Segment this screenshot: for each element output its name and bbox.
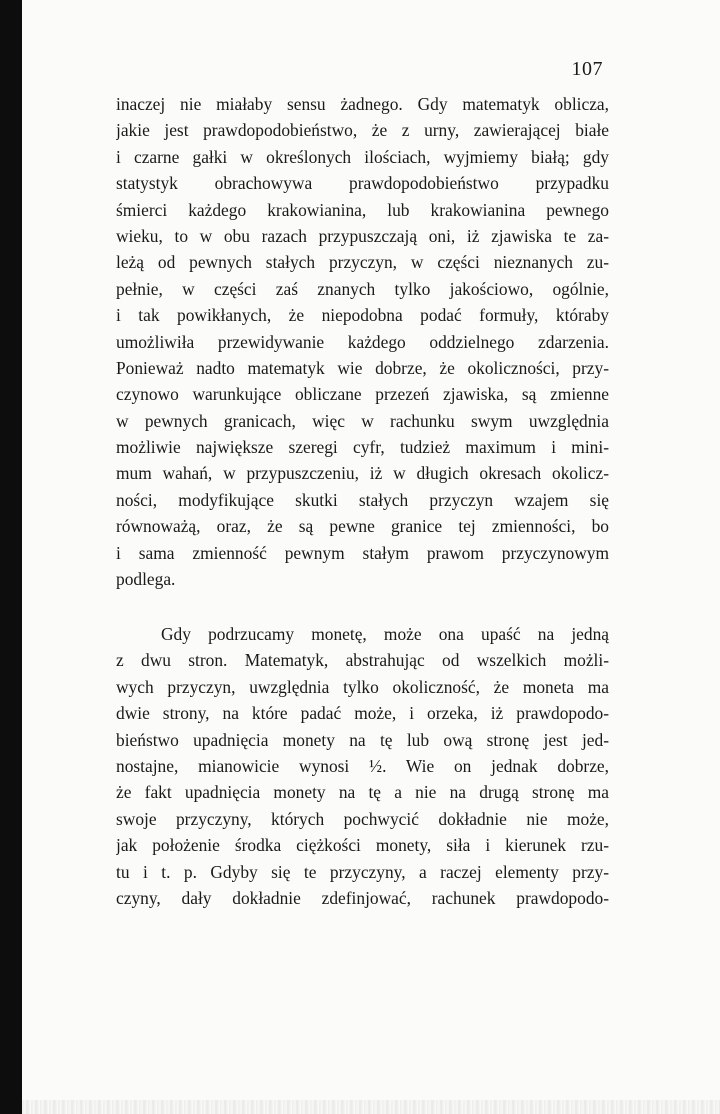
text-line: dwie strony, na które padać może, i orzeka, iż prawdopodo- bbox=[116, 703, 609, 724]
text-line: że fakt upadnięcia monety na tę a nie na drugą stronę ma bbox=[116, 782, 609, 803]
text-line: Gdy podrzucamy monetę, może ona upaść na jedną bbox=[161, 624, 609, 644]
text-line: Ponieważ nadto matematyk wie dobrze, że okoliczności, przy- bbox=[116, 357, 609, 378]
text-line: leżą od pewnych stałych przyczyn, w części nieznanych zu- bbox=[116, 252, 609, 273]
text-line: czynowo warunkujące obliczane przezeń zjawiska, są zmienne bbox=[116, 384, 609, 405]
text-line: wych przyczyn, uwzględnia tylko okoliczność, że moneta ma bbox=[116, 676, 609, 697]
text-line: bieństwo upadnięcia monety na tę lub ową stronę jest jed- bbox=[116, 729, 609, 750]
text-line: i sama zmienność pewnym stałym prawom przyczynowym bbox=[116, 542, 609, 563]
paragraph-2 bbox=[116, 621, 609, 911]
text-line: wieku, to w obu razach przypuszczają oni, iż zjawiska te za- bbox=[116, 225, 609, 246]
text-line: pełnie, w części zaś znanych tylko jakościowo, ogólnie, bbox=[116, 278, 609, 299]
paragraph-1 bbox=[116, 91, 609, 592]
page-number: 107 bbox=[571, 58, 603, 80]
text-line: i czarne gałki w określonych ilościach, wyjmiemy białą; gdy bbox=[116, 146, 609, 167]
text-line: swoje przyczyny, których pochwycić dokładnie nie może, bbox=[116, 808, 609, 829]
text-line: jak położenie środka ciężkości monety, siła i kierunek rzu- bbox=[116, 835, 609, 856]
text-line: w pewnych granicach, więc w rachunku swym uwzględnia bbox=[116, 410, 609, 431]
text-line: równoważą, oraz, że są pewne granice tej zmienności, bo bbox=[116, 516, 609, 537]
text-line: inaczej nie miałaby sensu żadnego. Gdy matematyk oblicza, bbox=[116, 94, 609, 114]
text-line: czyny, dały dokładnie zdefinjować, rachunek prawdopodo- bbox=[116, 887, 609, 908]
text-line: tu i t. p. Gdyby się te przyczyny, a raczej elementy przy- bbox=[116, 861, 609, 882]
scan-edge-noise bbox=[22, 1100, 720, 1114]
text-line: z dwu stron. Matematyk, abstrahując od wszelkich możli- bbox=[116, 650, 609, 671]
text-line: mum wahań, w przypuszczeniu, iż w długich okresach okolicz- bbox=[116, 463, 609, 484]
text-line: możliwie największe szeregi cyfr, tudzież maximum i mini- bbox=[116, 437, 609, 458]
text-line: jakie jest prawdopodobieństwo, że z urny, zawierającej białe bbox=[116, 120, 609, 141]
text-line: nostajne, mianowicie wynosi ½. Wie on jednak dobrze, bbox=[116, 755, 609, 776]
text-line: ności, modyfikujące skutki stałych przyczyn wzajem się bbox=[116, 489, 609, 510]
text-line: podlega. bbox=[116, 569, 176, 590]
text-line: i tak powikłanych, że niepodobna podać formuły, któraby bbox=[116, 305, 609, 326]
book-spine-shadow bbox=[0, 0, 22, 1114]
text-line: umożliwiła przewidywanie każdego oddzielnego zdarzenia. bbox=[116, 331, 609, 352]
text-line: statystyk obrachowywa prawdopodobieństwo przypadku bbox=[116, 173, 609, 194]
text-line: śmierci każdego krakowianina, lub krakowianina pewnego bbox=[116, 199, 609, 220]
